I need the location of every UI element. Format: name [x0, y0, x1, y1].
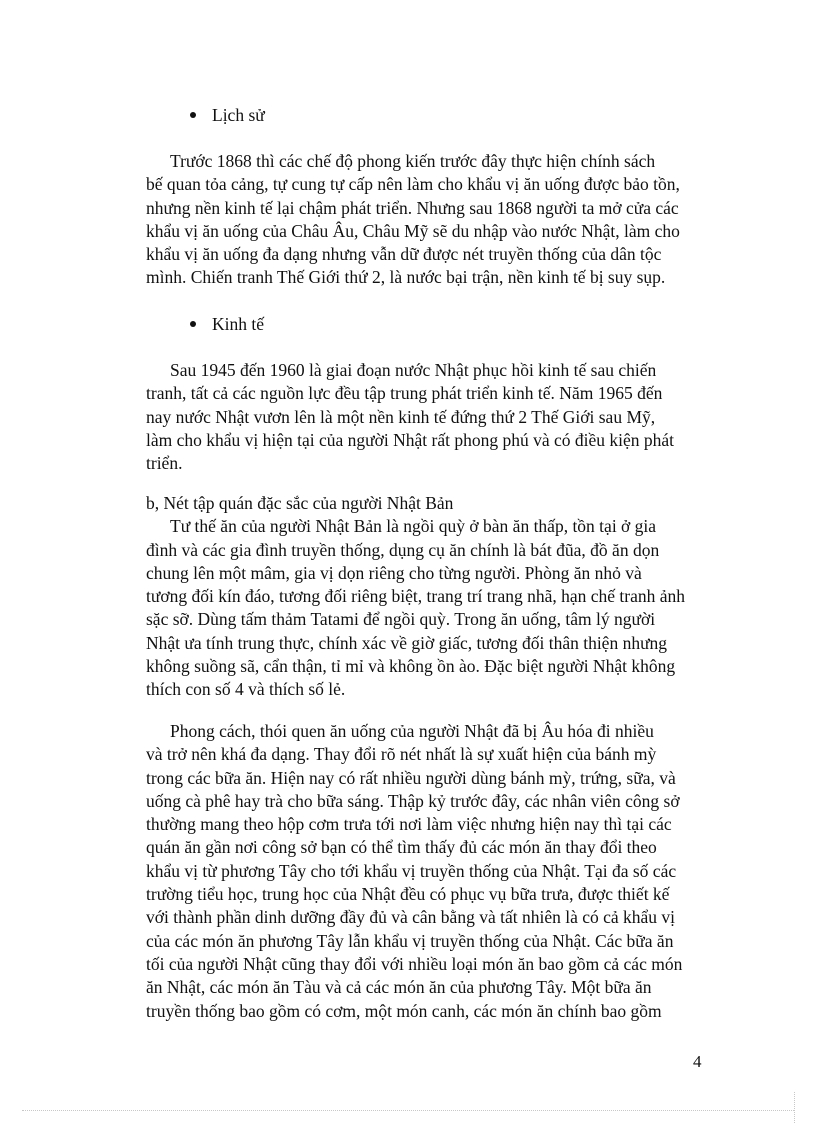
text-line: quán ăn gần nơi công sở bạn có thể tìm thấy đủ các món ăn thay đổi theo: [146, 837, 657, 858]
page-number: 4: [693, 1052, 702, 1071]
text-line: khẩu vị ăn uống của Châu Âu, Châu Mỹ sẽ du nhập vào nước Nhật, làm cho: [146, 220, 680, 241]
text-line: Trước 1868 thì các chế độ phong kiến trước đây thực hiện chính sách: [170, 151, 656, 171]
text-line: làm cho khẩu vị hiện tại của người Nhật rất phong phú và có điều kiện phát: [146, 429, 675, 450]
text-line: nhưng nền kinh tế lại chậm phát triển. Nhưng sau 1868 người ta mở cửa các: [146, 197, 679, 218]
bullet-economy-label: Kinh tế: [212, 314, 265, 334]
text-line: không suồng sã, cẩn thận, tỉ mỉ và không ồn ào. Đặc biệt người Nhật không: [146, 656, 676, 677]
text-line: tối của người Nhật cũng thay đổi với nhiều loại món ăn bao gồm cả các món: [146, 953, 683, 974]
text-line: chung lên một mâm, gia vị dọn riêng cho từng người. Phòng ăn nhỏ và: [146, 562, 642, 583]
text-line: ăn Nhật, các món ăn Tàu và cả các món ăn của phương Tây. Một bữa ăn: [146, 977, 652, 998]
page-border-right: [794, 1092, 795, 1123]
text-line: sặc sỡ. Dùng tấm thảm Tatami để ngồi quỳ. Trong ăn uống, tâm lý người: [146, 609, 656, 630]
paragraph-eating-habits: [146, 720, 694, 1023]
page-border-bottom: [22, 1110, 794, 1111]
text-line: khẩu vị từ phương Tây cho tới khẩu vị truyền thống của Nhật. Tại đa số các: [146, 860, 677, 881]
text-line: và trở nên khá đa dạng. Thay đổi rõ nét nhất là sự xuất hiện của bánh mỳ: [146, 744, 657, 765]
text-line: Phong cách, thói quen ăn uống của người Nhật đã bị Âu hóa đi nhiều: [170, 721, 654, 741]
text-line: trong các bữa ăn. Hiện nay có rất nhiều người dùng bánh mỳ, trứng, sữa, và: [146, 767, 676, 788]
section-customs: [146, 492, 694, 702]
section-heading: b, Nét tập quán đặc sắc của người Nhật Bản: [146, 493, 454, 513]
paragraph-history: [146, 150, 694, 290]
text-line: Tư thế ăn của người Nhật Bản là ngồi quỳ ở bàn ăn thấp, tồn tại ở gia: [170, 516, 657, 537]
text-line: của các món ăn phương Tây lẫn khẩu vị truyền thống của Nhật. Các bữa ăn: [146, 930, 674, 951]
bullet-history: [190, 104, 265, 127]
paragraph-economy: [146, 359, 694, 475]
bullet-icon: [190, 112, 196, 118]
text-line: thường mang theo hộp cơm trưa tới nơi làm việc nhưng hiện nay thì tại các: [146, 814, 672, 835]
text-line: trường tiểu học, trung học của Nhật đều có phục vụ bữa trưa, được thiết kế: [146, 884, 670, 905]
text-line: khẩu vị ăn uống đa dạng nhưng vẫn dữ được nét truyền thống của dân tộc: [146, 244, 662, 265]
text-line: thích con số 4 và thích số lẻ.: [146, 679, 346, 700]
text-line: truyền thống bao gồm có cơm, một món canh, các món ăn chính bao gồm: [146, 1000, 662, 1021]
text-line: bế quan tỏa cảng, tự cung tự cấp nên làm cho khẩu vị ăn uống được bảo tồn,: [146, 174, 680, 195]
text-line: Sau 1945 đến 1960 là giai đoạn nước Nhật phục hồi kinh tế sau chiến: [170, 360, 657, 380]
bullet-icon: [190, 321, 196, 327]
text-line: Nhật ưa tính trung thực, chính xác về giờ giấc, tương đối thân thiện nhưng: [146, 632, 668, 653]
text-line: mình. Chiến tranh Thế Giới thứ 2, là nước bại trận, nền kinh tế bị suy sụp.: [146, 267, 666, 288]
text-line: uống cà phê hay trà cho bữa sáng. Thập kỷ trước đây, các nhân viên công sở: [146, 790, 680, 811]
text-line: đình và các gia đình truyền thống, dụng cụ ăn chính là bát đũa, đồ ăn dọn: [146, 539, 660, 560]
bullet-economy: [190, 313, 264, 336]
text-line: tương đối kín đáo, tương đối riêng biệt, trang trí trang nhã, hạn chế tranh ảnh: [146, 586, 686, 607]
text-line: triển.: [146, 453, 183, 474]
text-line: nay nước Nhật vươn lên là một nền kinh tế đứng thứ 2 Thế Giới sau Mỹ,: [146, 406, 656, 427]
bullet-history-label: Lịch sử: [212, 105, 265, 125]
text-line: với thành phần dinh dưỡng đầy đủ và cân bằng và tất nhiên là có cả khẩu vị: [146, 907, 676, 928]
text-line: tranh, tất cả các nguồn lực đều tập trung phát triển kinh tế. Năm 1965 đến: [146, 383, 663, 404]
